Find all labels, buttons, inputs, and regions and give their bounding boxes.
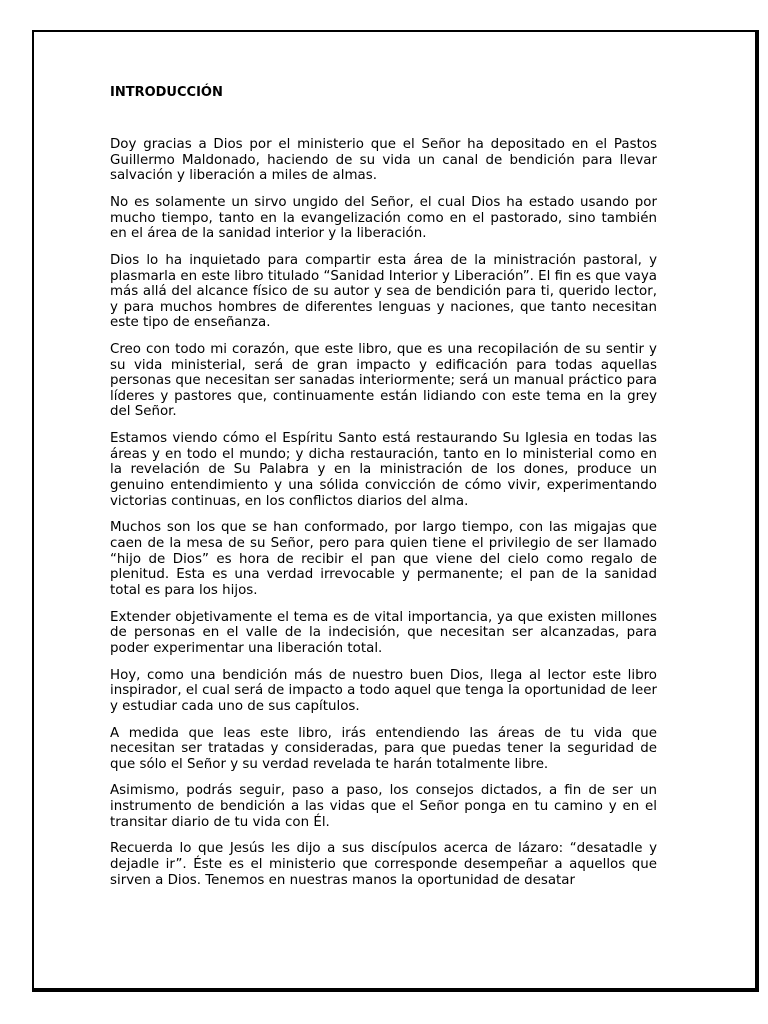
paragraph-10: Asimismo, podrás seguir, paso a paso, los consejos dictados, a fin de ser un instrumento de bendición a las vidas que el Señor ponga en tu camino y en el transitar diario de tu vida con Él. — [110, 783, 657, 830]
paragraph-8: Hoy, como una bendición más de nuestro buen Dios, llega al lector este libro inspirador, el cual será de impacto a todo aquel que tenga la oportunidad de leer y estudiar cada uno de sus capítulos. — [110, 667, 657, 714]
paragraph-6: Muchos son los que se han conformado, por largo tiempo, con las migajas que caen de la mesa de su Señor, pero para quien tiene el privilegio de ser llamado “hijo de Dios” es hora de recibir el pan que viene del cielo como regalo de plenitud. Esta es una verdad irrevocable y permanente; el pan de la sanidad total es para los hijos. — [110, 520, 657, 598]
paragraph-5: Estamos viendo cómo el Espíritu Santo está restaurando Su Iglesia en todas las áreas y en todo el mundo; y dicha restauración, tanto en lo ministerial como en la revelación de Su Palabra y en la ministración de los dones, produce un genuino entendimiento y una sólida convicción de cómo vivir, experimentando victorias continuas, en los conflictos diarios del alma. — [110, 431, 657, 509]
document-body — [110, 84, 657, 899]
paragraph-7: Extender objetivamente el tema es de vital importancia, ya que existen millones de personas en el valle de la indecisión, que necesitan ser alcanzadas, para poder experimentar una liberación total. — [110, 609, 657, 656]
paragraph-11: Recuerda lo que Jesús les dijo a sus discípulos acerca de lázaro: “desatadle y dejadle ir”. Éste es el ministerio que corresponde desempeñar a aquellos que sirven a Dios. Tenemos en nuestras manos la oportunidad de desatar — [110, 841, 657, 888]
paragraph-3: Dios lo ha inquietado para compartir esta área de la ministración pastoral, y plasmarla en este libro titulado “Sanidad Interior y Liberación”. El fin es que vaya más allá del alcance físico de su autor y sea de bendición para ti, querido lector, y para muchos hombres de diferentes lenguas y naciones, que tanto necesitan este tipo de enseñanza. — [110, 252, 658, 331]
paragraph-1: Doy gracias a Dios por el ministerio que el Señor ha depositado en el Pastos Guillermo Maldonado, haciendo de su vida un canal de bendición para llevar salvación y liberación a miles de almas. — [110, 137, 657, 184]
paragraph-2: No es solamente un sirvo ungido del Señor, el cual Dios ha estado usando por mucho tiempo, tanto en la evangelización como en el pastorado, sino también en el área de la sanidad interior y la liberación. — [110, 194, 657, 242]
paragraph-9: A medida que leas este libro, irás entendiendo las áreas de tu vida que necesitan ser tratadas y consideradas, para que puedas tener la seguridad de que sólo el Señor y su verdad revelada te harán totalmente libre. — [110, 725, 657, 772]
paragraph-4: Creo con todo mi corazón, que este libro, que es una recopilación de su sentir y su vida ministerial, será de gran impacto y edificación para todas aquellas personas que necesitan ser sanadas interiormente; será un manual práctico para líderes y pastores que, continuamente están lidiando con este tema en la grey del Señor. — [110, 342, 657, 420]
document-heading: INTRODUCCIÓN — [110, 85, 223, 100]
